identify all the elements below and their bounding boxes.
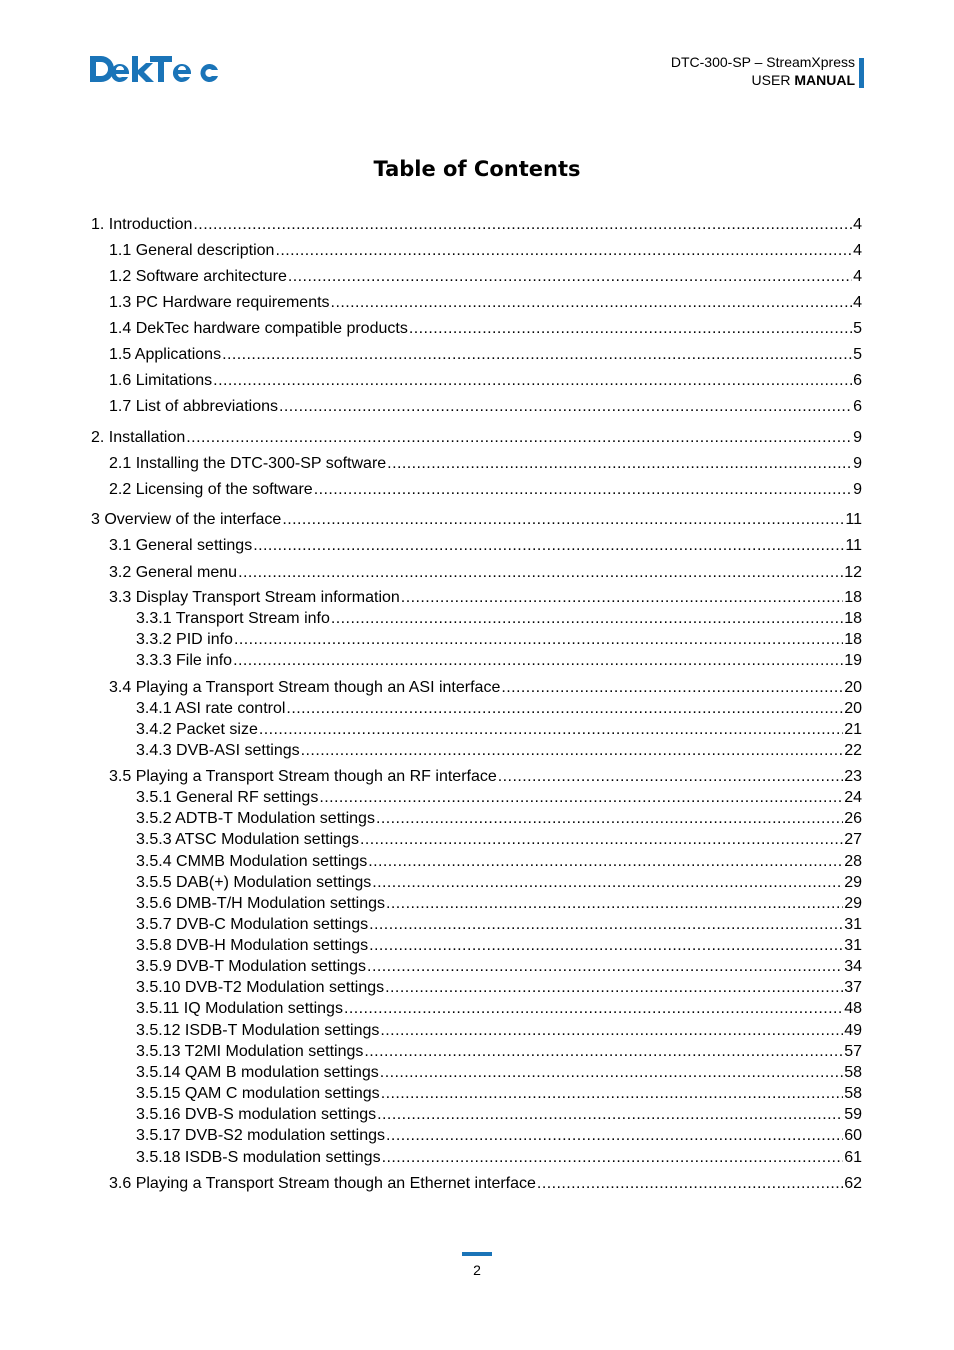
toc-entry[interactable] <box>136 650 862 671</box>
toc-entry[interactable] <box>136 872 862 893</box>
toc-entry-label: 3.5.1 General RF settings <box>136 789 319 806</box>
toc-entry[interactable] <box>109 453 862 474</box>
toc-dot-leader <box>279 396 852 417</box>
toc-entry-page: 37 <box>844 979 862 996</box>
toc-dot-leader <box>386 1125 843 1146</box>
toc-dot-leader <box>386 893 843 914</box>
toc-entry-label: 3.5.3 ATSC Modulation settings <box>136 831 359 848</box>
toc-entry[interactable] <box>109 396 862 417</box>
toc-dot-leader <box>331 292 853 313</box>
toc-dot-leader <box>368 851 843 872</box>
toc-entry-page: 5 <box>853 320 862 337</box>
toc-entry-label: 3.4.2 Packet size <box>136 721 258 738</box>
toc-entry[interactable] <box>136 1041 862 1062</box>
toc-dot-leader <box>372 872 843 893</box>
manual-word: MANUAL <box>794 72 855 88</box>
toc-entry-page: 60 <box>844 1127 862 1144</box>
toc-entry-label: 3.3.1 Transport Stream info <box>136 610 330 627</box>
toc-entry-page: 4 <box>853 216 862 233</box>
toc-entry-label: 2. Installation <box>91 429 186 446</box>
toc-entry-label: 3.5.14 QAM B modulation settings <box>136 1064 379 1081</box>
manual-type <box>671 71 855 89</box>
toc-dot-leader <box>367 956 843 977</box>
toc-entry[interactable] <box>136 787 862 808</box>
toc-entry[interactable] <box>91 509 862 530</box>
toc-entry-page: 21 <box>844 721 862 738</box>
toc-dot-leader <box>344 998 843 1019</box>
toc-entry-page: 27 <box>844 831 862 848</box>
toc-entry-label: 1.3 PC Hardware requirements <box>109 294 330 311</box>
toc-entry[interactable] <box>136 977 862 998</box>
toc-dot-leader <box>498 766 843 787</box>
toc-entry-page: 6 <box>853 372 862 389</box>
toc-entry-label: 3.5.4 CMMB Modulation settings <box>136 853 368 870</box>
toc-dot-leader <box>259 719 843 740</box>
toc-entry[interactable] <box>136 629 862 650</box>
toc-dot-leader <box>537 1173 843 1194</box>
toc-dot-leader <box>382 1147 844 1168</box>
toc-entry-label: 1.7 List of abbreviations <box>109 398 278 415</box>
toc-entry-page: 18 <box>844 631 862 648</box>
toc-entry[interactable] <box>109 1173 862 1194</box>
toc-dot-leader <box>213 370 852 391</box>
manual-prefix: USER <box>751 72 795 88</box>
toc-entry[interactable] <box>109 587 862 608</box>
toc-dot-leader <box>501 677 843 698</box>
toc-entry-label: 3.5.18 ISDB-S modulation settings <box>136 1149 381 1166</box>
toc-entry-page: 28 <box>844 853 862 870</box>
toc-entry-label: 3.5.11 IQ Modulation settings <box>136 1000 343 1017</box>
toc-entry-page: 31 <box>844 916 862 933</box>
toc-entry[interactable] <box>109 240 862 261</box>
toc-entry[interactable] <box>136 851 862 872</box>
toc-dot-leader <box>282 509 844 530</box>
toc-entry[interactable] <box>136 998 862 1019</box>
toc-entry-label: 1. Introduction <box>91 216 193 233</box>
toc-entry[interactable] <box>136 1147 862 1168</box>
toc-entry-label: 3.3.2 PID info <box>136 631 233 648</box>
toc-entry-label: 3.5.15 QAM C modulation settings <box>136 1085 380 1102</box>
toc-entry-page: 58 <box>844 1064 862 1081</box>
toc-dot-leader <box>288 266 852 287</box>
toc-entry-page: 59 <box>844 1106 862 1123</box>
toc-entry-label: 3.5.6 DMB-T/H Modulation settings <box>136 895 385 912</box>
toc-entry[interactable] <box>136 808 862 829</box>
toc-entry-label: 2.2 Licensing of the software <box>109 481 313 498</box>
toc-dot-leader <box>381 1083 844 1104</box>
toc-entry-label: 1.4 DekTec hardware compatible products <box>109 320 408 337</box>
toc-dot-leader <box>286 698 843 719</box>
toc-entry[interactable] <box>136 1083 862 1104</box>
toc-entry-page: 57 <box>844 1043 862 1060</box>
toc-entry-page: 11 <box>845 537 862 554</box>
toc-dot-leader <box>385 977 843 998</box>
toc-dot-leader <box>186 427 852 448</box>
toc-entry-label: 3.5.17 DVB-S2 modulation settings <box>136 1127 386 1144</box>
toc-entry-label: 1.6 Limitations <box>109 372 213 389</box>
dektec-logo <box>88 52 220 88</box>
toc-entry-page: 5 <box>853 346 862 363</box>
toc-entry-label: 3.5.9 DVB-T Modulation settings <box>136 958 367 975</box>
toc-entry-page: 20 <box>844 700 862 717</box>
toc-entry-page: 62 <box>844 1175 862 1192</box>
toc-entry[interactable] <box>109 266 862 287</box>
toc-entry-page: 58 <box>844 1085 862 1102</box>
document-header <box>671 53 855 89</box>
toc-entry[interactable] <box>136 698 862 719</box>
toc-dot-leader <box>380 1062 843 1083</box>
toc-entry-label: 1.2 Software architecture <box>109 268 287 285</box>
toc-entry-page: 34 <box>844 958 862 975</box>
toc-dot-leader <box>233 650 843 671</box>
toc-entry[interactable] <box>109 766 862 787</box>
toc-dot-leader <box>364 1041 843 1062</box>
toc-entry-page: 4 <box>853 294 862 311</box>
toc-entry-page: 4 <box>853 242 862 259</box>
toc-entry-label: 3.5.13 T2MI Modulation settings <box>136 1043 364 1060</box>
footer-accent-bar <box>462 1252 492 1256</box>
toc-entry[interactable] <box>136 1125 862 1146</box>
toc-dot-leader <box>380 1020 843 1041</box>
toc-entry-page: 9 <box>853 455 862 472</box>
toc-dot-leader <box>376 808 843 829</box>
toc-entry[interactable] <box>136 829 862 850</box>
toc-dot-leader <box>387 453 852 474</box>
toc-entry-label: 3.1 General settings <box>109 537 253 554</box>
toc-dot-leader <box>253 535 844 556</box>
toc-dot-leader <box>234 629 843 650</box>
toc-entry-page: 26 <box>844 810 862 827</box>
toc-entry[interactable] <box>91 427 862 448</box>
toc-entry[interactable] <box>136 1104 862 1125</box>
toc-entry[interactable] <box>136 914 862 935</box>
toc-entry-page: 4 <box>853 268 862 285</box>
toc-entry[interactable] <box>109 370 862 391</box>
toc-entry-page: 11 <box>845 511 862 528</box>
toc-dot-leader <box>401 587 843 608</box>
toc-entry[interactable] <box>109 535 862 556</box>
toc-entry-page: 29 <box>844 895 862 912</box>
toc-entry-page: 18 <box>844 589 862 606</box>
toc-entry-label: 3.4 Playing a Transport Stream though an ASI interface <box>109 679 501 696</box>
toc-dot-leader <box>314 479 852 500</box>
toc-entry-label: 3.4.1 ASI rate control <box>136 700 286 717</box>
toc-entry-label: 3.5.2 ADTB-T Modulation settings <box>136 810 375 827</box>
toc-dot-leader <box>301 740 844 761</box>
toc-entry[interactable] <box>109 479 862 500</box>
toc-entry-page: 24 <box>844 789 862 806</box>
toc-entry-label: 3.5.12 ISDB-T Modulation settings <box>136 1022 380 1039</box>
toc-entry[interactable] <box>136 893 862 914</box>
toc-entry-page: 9 <box>853 429 862 446</box>
toc-entry-page: 18 <box>844 610 862 627</box>
toc-entry-page: 22 <box>844 742 862 759</box>
toc-entry[interactable] <box>109 562 862 583</box>
toc-dot-leader <box>222 344 852 365</box>
toc-dot-leader <box>275 240 852 261</box>
toc-entry[interactable] <box>136 935 862 956</box>
toc-dot-leader <box>369 914 843 935</box>
toc-dot-leader <box>369 935 843 956</box>
toc-dot-leader <box>319 787 843 808</box>
toc-entry-page: 29 <box>844 874 862 891</box>
toc-entry-label: 3.5.10 DVB-T2 Modulation settings <box>136 979 385 996</box>
toc-entry[interactable] <box>136 1062 862 1083</box>
toc-entry-label: 3.6 Playing a Transport Stream though an Ethernet interface <box>109 1175 536 1192</box>
toc-entry-page: 9 <box>853 481 862 498</box>
toc-entry[interactable] <box>136 740 862 761</box>
toc-entry-label: 1.5 Applications <box>109 346 222 363</box>
toc-entry-label: 3.2 General menu <box>109 564 238 581</box>
toc-entry-label: 3 Overview of the interface <box>91 511 282 528</box>
toc-entry[interactable] <box>136 956 862 977</box>
toc-entry-label: 3.3 Display Transport Stream information <box>109 589 400 606</box>
toc-entry-label: 3.5.16 DVB-S modulation settings <box>136 1106 377 1123</box>
toc-dot-leader <box>360 829 843 850</box>
toc-entry-page: 12 <box>844 564 862 581</box>
toc-entry-label: 2.1 Installing the DTC-300-SP software <box>109 455 387 472</box>
page-number: 2 <box>473 1262 481 1278</box>
toc-dot-leader <box>377 1104 843 1125</box>
toc-entry[interactable] <box>136 608 862 629</box>
toc-entry-label: 3.5.5 DAB(+) Modulation settings <box>136 874 372 891</box>
toc-dot-leader <box>238 562 843 583</box>
toc-entry-page: 23 <box>844 768 862 785</box>
toc-entry-page: 48 <box>844 1000 862 1017</box>
toc-entry[interactable] <box>109 344 862 365</box>
toc-entry[interactable] <box>91 214 862 235</box>
toc-entry-page: 19 <box>844 652 862 669</box>
toc-entry[interactable] <box>136 719 862 740</box>
toc-dot-leader <box>193 214 852 235</box>
header-accent-bar <box>859 58 864 88</box>
toc-dot-leader <box>409 318 852 339</box>
toc-entry[interactable] <box>109 677 862 698</box>
toc-entry-label: 3.5 Playing a Transport Stream though an RF interface <box>109 768 497 785</box>
toc-entry-label: 3.4.3 DVB-ASI settings <box>136 742 300 759</box>
toc-entry[interactable] <box>109 318 862 339</box>
product-line: DTC-300-SP – StreamXpress <box>670 54 855 70</box>
toc-entry-page: 20 <box>844 679 862 696</box>
toc-entry-page: 6 <box>853 398 862 415</box>
toc-entry-page: 49 <box>844 1022 862 1039</box>
toc-entry[interactable] <box>136 1020 862 1041</box>
toc-entry-label: 3.5.7 DVB-C Modulation settings <box>136 916 369 933</box>
toc-title: Table of Contents <box>373 157 581 181</box>
toc-dot-leader <box>331 608 843 629</box>
toc-entry-page: 31 <box>844 937 862 954</box>
toc-entry-page: 61 <box>844 1149 862 1166</box>
toc-entry-label: 1.1 General description <box>109 242 275 259</box>
toc-entry-label: 3.5.8 DVB-H Modulation settings <box>136 937 369 954</box>
toc-entry[interactable] <box>109 292 862 313</box>
toc-entry-label: 3.3.3 File info <box>136 652 233 669</box>
